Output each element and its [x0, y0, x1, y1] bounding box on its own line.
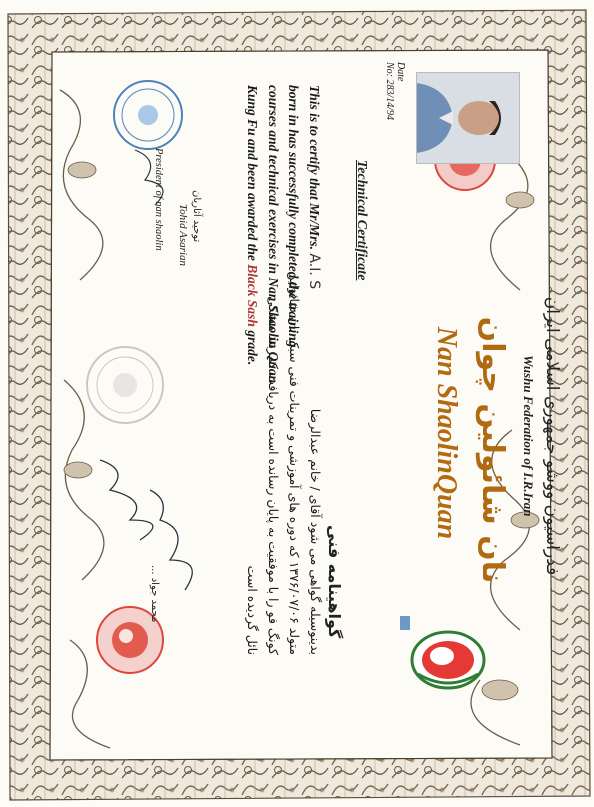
signatory-name-en: Tohid Asarian: [177, 203, 189, 267]
holder-name: A.I. S: [306, 253, 322, 290]
signatory-name-fa: توحید آثاریان: [191, 190, 202, 243]
body-fa-line1: بدینوسیله گواهی می شود آقای / خانم عبدالرضا: [308, 408, 323, 655]
body-line4-prefix: Kung Fu and been awarded the: [245, 85, 261, 265]
date-label: Date: [395, 62, 406, 82]
federation-name-en: Wushu Federation of I.R.Iran: [521, 355, 536, 517]
style-title-en: Nan ShaolinQuan: [431, 326, 462, 540]
body-line4-suffix: grade.: [245, 326, 261, 366]
style-title-fa: نان شائولین چوان: [475, 316, 510, 584]
grade-value: Black Sash: [245, 264, 261, 327]
signatory-title-en: President of nan shaolin: [153, 148, 164, 251]
second-signatory-fa: محمد جواد ...: [149, 565, 160, 623]
federation-name-fa: فدراسیون ووشو جمهوری اسلامی ایران: [542, 296, 562, 576]
body-line3: courses and technical exercises in Nan Shaolin Quan: [266, 85, 281, 384]
body-line1-prefix: This is to certify that Mr/Mrs.: [307, 85, 322, 251]
certificate-title-fa: گواهینامه فنی: [325, 525, 344, 639]
body-fa-line4: نائل گردیده است: [245, 565, 260, 655]
certificate-number: No: 283/14/94: [384, 62, 395, 121]
body-line2: born in has successfully completed the training: [286, 85, 302, 348]
portrait-photo: [416, 72, 520, 164]
technical-certificate-title: Technical Certificate: [354, 160, 369, 281]
body-fa-line3: کونگ فو را با موفقیت به پایان رسانده است به دریافت کمربند مشکی: [266, 296, 281, 655]
body-fa-line2: متولد ۱۳۷۶/۰۷/۰۶ که دوره های آموزشی و تمرینات فنی سبک نان شائولین: [287, 271, 302, 655]
